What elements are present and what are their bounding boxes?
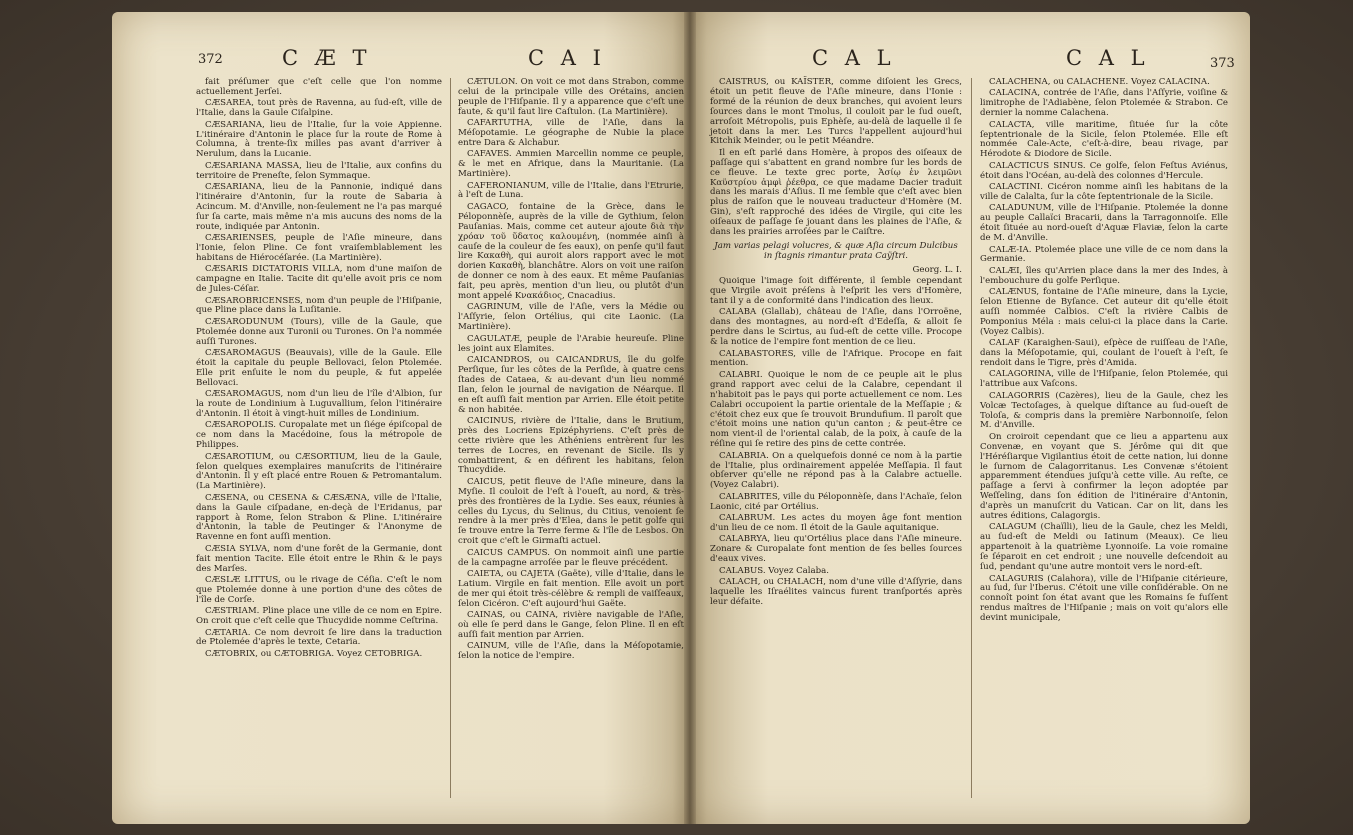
text-column-2	[980, 78, 1228, 626]
entry-paragraph: CÆTARIA. Ce nom devroit ſe lire dans la traduction de Ptolemée d'après le texte, Cetaria.	[196, 627, 442, 648]
entry-paragraph: CALAGURIS (Calahora), ville de l'Hiſpanie citérieure, au ſud, ſur l'Iberus. C'étoit une ville conſidérable. On ne connoît point ſon état avant que les Romains ſe fuſſent rendus maîtres de l'Hiſpanie ; mais on voit qu'alors elle devint municipale,	[980, 573, 1228, 624]
entry-paragraph: CALABRIA. On a quelquefois donné ce nom à la partie de l'Italie, plus ordinairement appelée Meſſapia. Il faut obſerver qu'elle ne répond pas à la Calabre actuelle. (Voyez Calabri).	[710, 450, 962, 491]
entry-paragraph: On croiroit cependant que ce lieu a appartenu aux Convenæ, en voyant que S. Jérôme qui dit que l'Héréſiarque Vigilantius étoit de cette nation, lui donne le ſurnom de Calagorritanus. Les Convenæ s'étoient apparemment étendues juſqu'à cette ville. Au reſte, ce paſſage a ſervi à confirmer la leçon adoptée par Weſſeling, dans ſon édition de l'itinéraire d'Antonin, d'après un manuſcrit du Vatican. Car on lit, dans les autres éditions, Calagorgis.	[980, 431, 1228, 522]
book-gutter	[684, 12, 696, 824]
entry-paragraph: CALÆI, îles qu'Arrien place dans la mer des Indes, à l'embouchure du golfe Perſique.	[980, 265, 1228, 286]
right-page	[690, 12, 1250, 824]
entry-paragraph: fait préſumer que c'eſt celle que l'on nomme actuellement Jerſei.	[196, 77, 442, 97]
entry-paragraph: CALÆNUS, fontaine de l'Aſie mineure, dans la Lycie, ſelon Etienne de Byſance. Cet auteur dit qu'elle étoit auſſi nommée Calbios. C'eſt la rivière Calbis de Pomponius Méla : mais celui-ci la place dans la Carie. (Voyez Calbis).	[980, 287, 1228, 337]
entry-paragraph: CÆSARIANA, lieu de la Pannonie, indiqué dans l'itinéraire d'Antonin, ſur la route de Sabaria à Acincum. M. d'Anville, non-ſeulement ne l'a pas marqué ſur ſa carte, mais même n'a mis aucuns des noms de la route, indiquée par Antonin.	[196, 182, 442, 232]
entry-paragraph: CALADUNUM, ville de l'Hiſpanie. Ptolemée la donne au peuple Callaïci Bracarii, dans la Tarragonnoiſe. Elle étoit ſituée au nord-oueſt d'Aquæ Flaviæ, ſelon la carte de M. d'Anville.	[980, 203, 1228, 244]
page-number: 373	[1210, 56, 1235, 71]
entry-paragraph: CÆSAROMAGUS (Beauvais), ville de la Gaule. Elle étoit la capitale du peuple Bellovaci, ſelon Ptolemée. Elle prit enſuite le nom du peuple, & fut appelée Bellovaci.	[196, 348, 442, 388]
entry-paragraph: CAICUS CAMPUS. On nommoit ainſi une partie de la campagne arroſée par le fleuve précédent.	[458, 547, 684, 568]
page-number: 372	[198, 52, 223, 67]
entry-paragraph: CALAF (Karaighen-Saui), eſpèce de ruiſſeau de l'Aſie, dans la Méſopotamie, qui, coulant de l'oueſt à l'eſt, ſe rendoit dans le Tigre, près d'Amida.	[980, 338, 1228, 368]
column-rule	[450, 78, 451, 798]
entry-paragraph: CÆTOBRIX, ou CÆTOBRIGA. Voyez CETOBRIGA.	[205, 648, 423, 659]
entry-paragraph: CAFERONIANUM, ville de l'Italie, dans l'Etrurie, à l'eſt de Luna.	[458, 180, 684, 201]
entry-paragraph: CÆSARODUNUM (Tours), ville de la Gaule, que Ptolemée donne aux Turonii ou Turones. On l'a nommée auſſi Turones.	[196, 316, 442, 347]
entry-paragraph: CALACTA, ville maritime, ſituée ſur la côte ſeptentrionale de la Sicile, ſelon Ptolemée. Elle eſt nommée Cale-Acte, c'eſt-à-dire, beau rivage, par Hérodote & Diodore de Sicile.	[980, 119, 1228, 160]
entry-paragraph: CAINUM, ville de l'Aſie, dans la Méſopotamie, ſelon la notice de l'empire.	[458, 641, 684, 662]
entry-paragraph: CALAGORRIS (Cazères), lieu de la Gaule, chez les Volcæ Tectoſages, à quelque diſtance au ſud-oueſt de Toloſa, & compris dans la première Narbonnoiſe, ſelon M. d'Anville.	[980, 390, 1228, 431]
text-column-1	[710, 78, 962, 609]
entry-paragraph: CAGACO, fontaine de la Grèce, dans le Péloponnèſe, auprès de la ville de Gythium, ſelon Pauſanias. Mais, comme cet auteur ajoute διὰ τὴν χρόαν τοῦ ὕδατος καλουμένη, (nommée ainſi à cauſe de la couleur de ſes eaux), on penſe qu'il faut lire Κακαθὴ, qui auroit alors rapport avec le mot dorien Κακαθὴ, blanchâtre. Alors on voit une raiſon de donner ce nom à des eaux. Et même Pauſanias fait, peu après, mention d'un lieu, ou plutôt d'un mont appelé Κνακάδιος, Cnacadius.	[458, 201, 684, 302]
entry-paragraph: CAGULATÆ, peuple de l'Arabie heureuſe. Pline les joint aux Elamites.	[458, 333, 684, 354]
entry-paragraph: CÆSTRIAM. Pline place une ville de ce nom en Epire. On croit que c'eſt celle que Thucydide nomme Ceſtrina.	[196, 606, 442, 627]
entry-paragraph: CALABUS. Voyez Calaba.	[719, 565, 830, 576]
entry-paragraph: CÆSLÆ LITTUS, ou le rivage de Céſia. C'eſt le nom que Ptolemée donne à une portion d'une des côtes de l'île de Corſe.	[196, 575, 442, 605]
entry-paragraph: CALACTICUS SINUS. Ce golfe, ſelon Feſtus Aviénus, étoit dans l'Océan, au-delà des colonnes d'Hercule.	[980, 160, 1228, 181]
entry-paragraph: CAINAS, ou CAINA, rivière navigable de l'Aſie, où elle ſe perd dans le Gange, ſelon Pline. Il en eſt auſſi fait mention par Arrien.	[458, 610, 684, 640]
entry-paragraph: CÆSAREA, tout près de Ravenna, au ſud-eſt, ville de l'Italie, dans la Gaule Ciſalpine.	[196, 98, 442, 119]
entry-paragraph: Jam varias pelagi volucres, & quæ Aſia circum Dulcibus in ſtagnis rimantur prata Caÿſtri.	[714, 241, 958, 261]
entry-paragraph: CALABRUM. Les actes du moyen âge font mention d'un lieu de ce nom. Il étoit de la Gaule aquitanique.	[710, 513, 962, 533]
entry-paragraph: CÆTULON. On voit ce mot dans Strabon, comme celui de la principale ville des Orétains, ancien peuple de l'Hiſpanie. Il y a apparence que c'eſt une faute, & qu'il faut lire Caſtulon. (La Martinière).	[458, 77, 684, 117]
entry-paragraph: CÆSAROTIUM, ou CÆSORTIUM, lieu de la Gaule, ſelon quelques exemplaires manuſcrits de l'itinéraire d'Antonin. Il y eſt placé entre Rouen & Petromantalum. (La Martinière).	[196, 451, 442, 492]
running-head-left: C A L	[812, 46, 896, 70]
entry-paragraph: CALAGORINA, ville de l'Hiſpanie, ſelon Ptolemée, qui l'attribue aux Vaſcons.	[980, 369, 1228, 390]
entry-paragraph: CÆSAROBRICENSES, nom d'un peuple de l'Hiſpanie, que Pline place dans la Luſitanie.	[196, 295, 442, 316]
entry-paragraph: CAFARTUTHA, ville de l'Aſie, dans la Méſopotamie. Le géographe de Nubie la place entre Dara & Alchabur.	[458, 118, 684, 148]
running-head-right: C A L	[1066, 46, 1150, 70]
running-head-left: C Æ T	[282, 46, 372, 70]
text-column-2	[458, 78, 684, 664]
text-column-1	[196, 78, 442, 661]
entry-paragraph: CALABRYA, lieu qu'Ortélius place dans l'Aſie mineure. Zonare & Curopalate font mention de ſes belles ſources d'eaux vives.	[710, 534, 962, 565]
entry-paragraph: CAISTRUS, ou KAÏSTER, comme diſoient les Grecs, étoit un petit fleuve de l'Aſie mineure, dans l'Ionie : formé de la réunion de deux branches, qui avoient leurs ſources dans le mont Tmolus, il couloit par le ſud oueſt, arroſoit Métropolis, puis Ephèſe, au-delà de laquelle il ſe jetoit dans la mer. Les Turcs l'appellent aujourd'hui Kitchik Meinder, ou le petit Méandre.	[710, 77, 962, 147]
entry-paragraph: CÆSARIANA MASSA, lieu de l'Italie, aux confins du territoire de Preneſte, ſelon Symmaque.	[196, 160, 442, 181]
entry-paragraph: CALACINA, contrée de l'Aſie, dans l'Aſſyrie, voiſine & limitrophe de l'Adiabène, ſelon Ptolemée & Strabon. Ce dernier la nomme Calachena.	[980, 88, 1228, 119]
entry-paragraph: CALABRITES, ville du Péloponnèſe, dans l'Achaïe, ſelon Laonic, cité par Ortélius.	[710, 491, 962, 512]
entry-paragraph: CÆSARIANA, lieu de l'Italie, ſur la voie Appienne. L'itinéraire d'Antonin le place ſur la route de Rome à Columna, à trente-ſix milles pas avant d'arriver à Nerulum, dans la Lucanie.	[196, 119, 442, 160]
entry-paragraph: Il en eſt parlé dans Homère, à propos des oiſeaux de paſſage qui s'abattent en grand nombre ſur les bords de ce fleuve. Le texte grec porte, Ἀσίῳ ἐν λειμῶνι Καϋστρίου ἀμφὶ ῥέεθρα, ce que madame Dacier traduit dans les marais d'Aſius. Il me ſemble que c'eſt avec bien plus de raiſon que le nouveau traducteur d'Homère (M. Gin), s'eſt rapproché des idées de Virgile, qui cite les oiſeaux de paſſage ſe jouant dans les plaines de l'Aſie, & dans les prairies arroſées par le Caiſtre.	[710, 147, 962, 238]
entry-paragraph: CAGRINUM, ville de l'Aſie, vers la Médie ou l'Aſſyrie, ſelon Ortélius, qui cite Laonic. (La Martinière).	[458, 302, 684, 333]
entry-paragraph: CAICUS, petit fleuve de l'Aſie mineure, dans la Myſie. Il couloit de l'eſt à l'oueſt, au nord, & très-près des frontières de la Lydie. Ses eaux, réunies à celles du Lycus, du Selinus, du Citius, venoient ſe rendre à la mer près d'Elea, dans le petit golfe qui ſe trouve entre la Terre ferme & l'île de Lesbos. On croit que c'eſt le Girmaſti actuel.	[458, 476, 684, 547]
entry-paragraph: CAIETA, ou CAJETA (Gaëte), ville d'Italie, dans le Latium. Virgile en fait mention. Elle avoit un port de mer qui étoit très-célèbre & rempli de vaiſſeaux, ſelon Cicéron. C'eſt aujourd'hui Gaëte.	[458, 569, 684, 609]
entry-paragraph: CAICANDROS, ou CAICANDRUS, île du golfe Perſique, ſur les côtes de la Perſide, à quatre cens ſtades de Cataea, & au-devant d'un lieu nommé Ilan, ſelon le journal de navigation de Néarque. Il en eſt auſſi fait mention par Arrien. Elle étoit petite & non habitée.	[458, 354, 684, 415]
running-head-right: C A I	[528, 46, 606, 70]
entry-paragraph: CÆSARIS DICTATORIS VILLA, nom d'une maiſon de campagne en Italie. Tacite dit qu'elle avoit pris ce nom de Jules-Céſar.	[196, 264, 442, 295]
entry-paragraph: CALÆ-IA. Ptolemée place une ville de ce nom dans la Germanie.	[980, 244, 1228, 265]
entry-paragraph: CÆSAROPOLIS. Curopalate met un ſiége épiſcopal de ce nom dans la Macédoine, ſous la métropole de Philippes.	[196, 420, 442, 451]
entry-paragraph: CÆSIA SYLVA, nom d'une forêt de la Germanie, dont fait mention Tacite. Elle étoit entre le Rhin & le pays des Marſes.	[196, 543, 442, 574]
entry-paragraph: Georg. L. I.	[912, 264, 962, 275]
entry-paragraph: Quoique l'image ſoit différente, il ſemble cependant que Virgile avoit préſens à l'eſprit les vers d'Homère, tant il y a de conformité dans l'indication des lieux.	[710, 276, 962, 307]
entry-paragraph: CALACTINI. Cicéron nomme ainſi les habitans de la ville de Calalta, ſur la côte ſeptentrionale de la Sicile.	[980, 182, 1228, 202]
entry-paragraph: CAFAVES. Ammien Marcellin nomme ce peuple, & le met en Afrique, dans la Mauritanie. (La Martinière).	[458, 149, 684, 180]
entry-paragraph: CÆSAROMAGUS, nom d'un lieu de l'île d'Albion, ſur la route de Londinium à Luguvallium, ſelon l'itinéraire d'Antonin. Il étoit à vingt-huit milles de Londinium.	[196, 389, 442, 419]
entry-paragraph: CALAGUM (Chaïlli), lieu de la Gaule, chez les Meldi, au ſud-eſt de Meldi ou Iatinum (Meaux). Ce lieu appartenoit à la quatrième Lyonnoiſe. La voie romaine ſe ſéparoit en cet endroit ; une nouvelle deſcendoit au ſud, pendant qu'une autre montoit vers le nord-eſt.	[980, 522, 1228, 573]
entry-paragraph: CALABRI. Quoique le nom de ce peuple ait le plus grand rapport avec celui de la Calabre, cependant il n'habitoit pas le pays qui porte actuellement ce nom. Les Calabri occupoient la partie orientale de la Meſſapie ; & c'étoit chez eux que ſe trouvoit Brundufium. Il paroît que c'étoit moins une nation qu'un canton ; & peut-être ce nom vient-il de l'oriental calab, de la poix, à cauſe de la réſine qui ſe retire des pins de cette contrée.	[710, 369, 962, 450]
left-page	[112, 12, 690, 824]
entry-paragraph: CÆSARIENSES, peuple de l'Aſie mineure, dans l'Ionie, ſelon Pline. Ce font vraiſemblablement les habitans de Hiérocéſarée. (La Martinière).	[196, 233, 442, 263]
entry-paragraph: CALACH, ou CHALACH, nom d'une ville d'Aſſyrie, dans laquelle les Iſraélites vaincus furent tranſportés après leur défaite.	[710, 577, 962, 607]
entry-paragraph: CAICINUS, rivière de l'Italie, dans le Brutium, près des Locriens Epizéphyriens. C'eſt près de cette rivière que les Athéniens entrèrent ſur les terres de Locres, en revenant de Sicile. Ils y combattirent, & en défirent les habitans, ſelon Thucydide.	[458, 415, 684, 476]
entry-paragraph: CÆSENA, ou CESENA & CÆSÆNA, ville de l'Italie, dans la Gaule ciſpadane, en-deçà de l'Eridanus, par rapport à Rome, ſelon Strabon & Pline. L'itinéraire d'Antonin, la table de Peutinger & l'Anonyme de Ravenne en font auſſi mention.	[196, 492, 442, 543]
entry-paragraph: CALABASTORES, ville de l'Afrique. Procope en fait mention.	[710, 348, 962, 369]
column-rule	[971, 78, 972, 798]
entry-paragraph: CALACHENA, ou CALACHENE. Voyez CALACINA.	[989, 77, 1210, 87]
entry-paragraph: CALABA (Glallab), château de l'Aſie, dans l'Orroëne, dans des montagnes, au nord-eſt d'Edeſſa, & alloit ſe perdre dans le Scirtus, au ſud-eſt de cette ville. Procope & la notice de l'empire font mention de ce lieu.	[710, 307, 962, 348]
